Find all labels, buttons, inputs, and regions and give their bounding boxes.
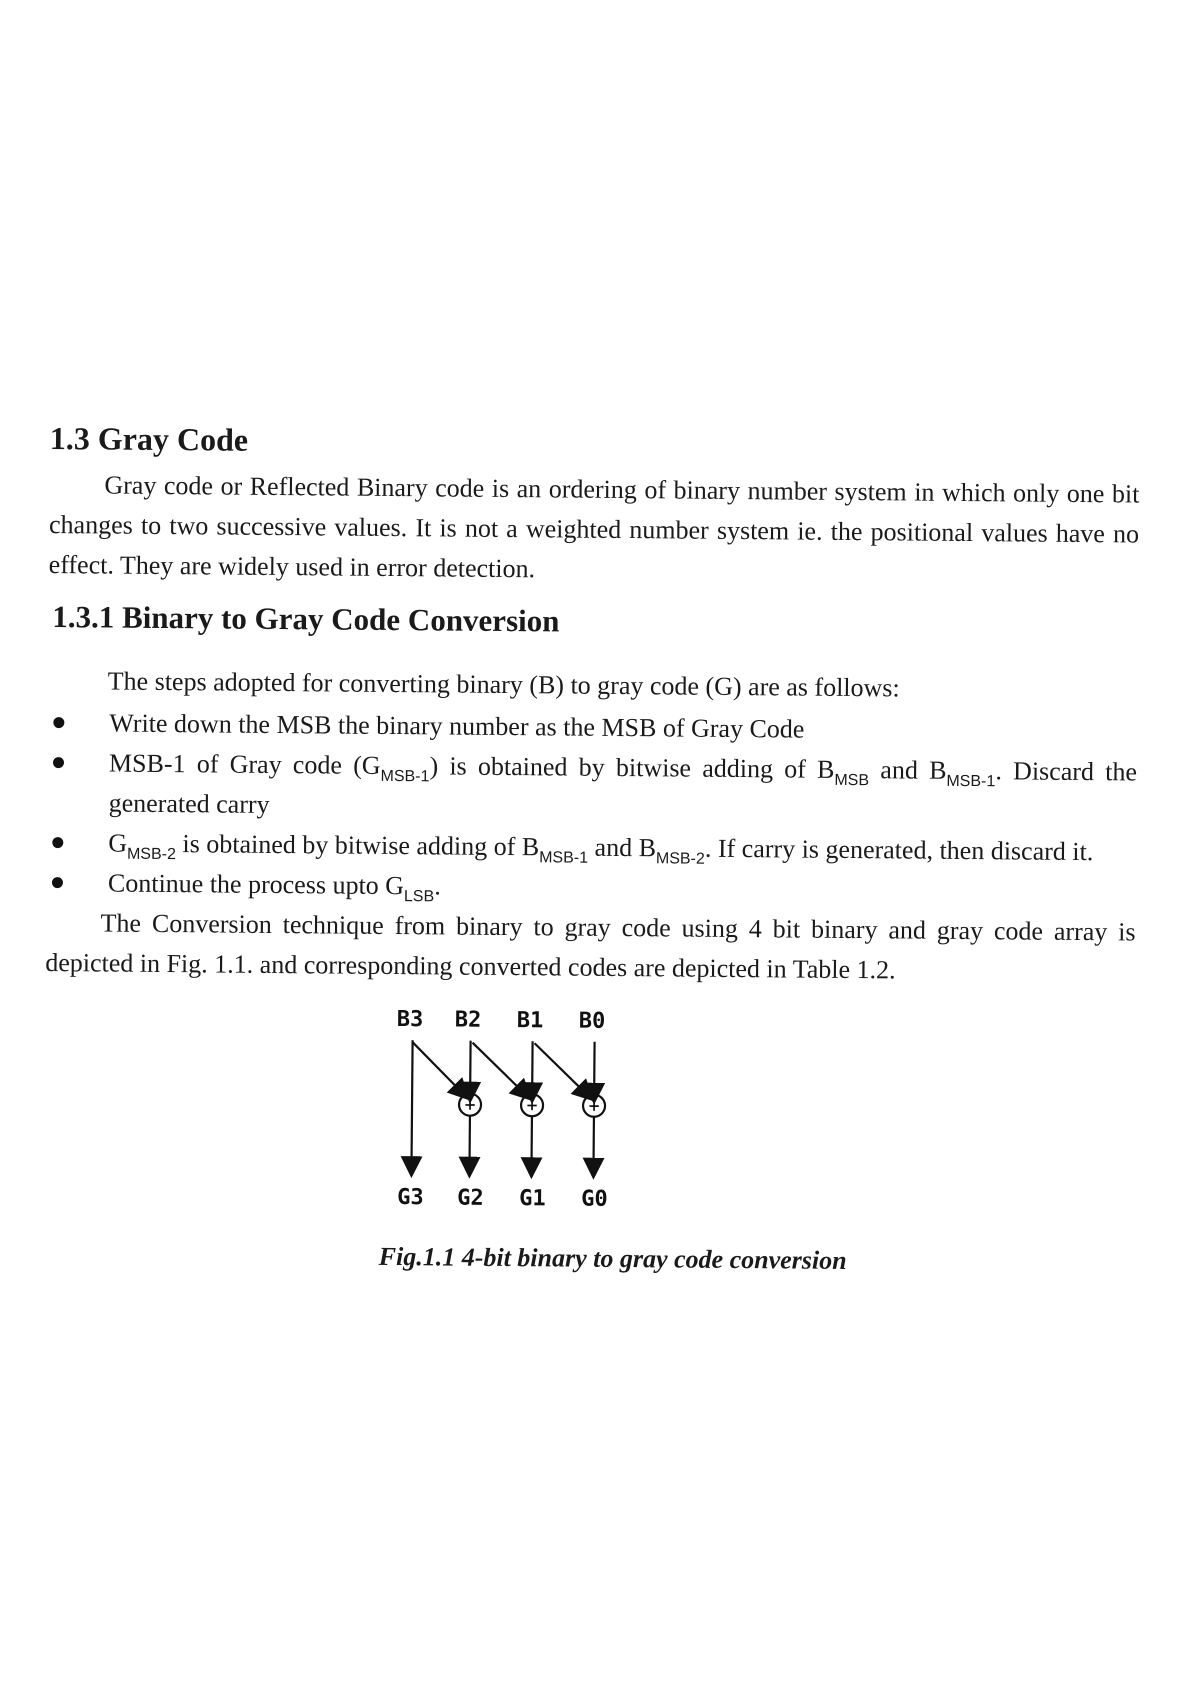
step-text: is obtained by bitwise adding of B (175, 829, 540, 862)
step-item-2 (46, 743, 1137, 833)
input-label-b3: B3 (396, 1007, 424, 1033)
bullet-icon (53, 717, 64, 728)
input-label-b2: B2 (454, 1007, 482, 1033)
bullet-icon (52, 837, 63, 848)
wire-b1-xor3 (534, 1043, 586, 1093)
xor-plus-icon: + (587, 1096, 601, 1115)
step-text-1: Write down the MSB the binary number as the MSB of Gray Code (109, 708, 805, 744)
intro-paragraph: Gray code or Reflected Binary code is an ordering of binary number system in which only one bit changes to two successive values. It is not a weighted number system ie. the positional values have no effect. They are widely used in error detection. (48, 470, 1140, 584)
conversion-diagram (43, 989, 1135, 1249)
subscript: MSB-1 (380, 767, 430, 786)
subscript: MSB (834, 771, 870, 790)
step-text: and B (588, 832, 657, 863)
xor-plus-icon: + (525, 1096, 539, 1115)
page-content (43, 420, 1140, 1278)
step-text: MSB-1 of Gray code (G (108, 748, 381, 780)
subscript: MSB-1 (946, 772, 996, 791)
steps-lead: The steps adopted for converting binary (B) to gray code (G) are as follows: (107, 666, 900, 703)
subscript: MSB-1 (539, 849, 589, 867)
step-text: . Discard the generated carry (108, 756, 1138, 819)
wire-b3-g3 (411, 1040, 412, 1167)
conversion-figure (43, 989, 1135, 1249)
subsection-heading: 1.3.1 Binary to Gray Code Conversion (52, 599, 560, 639)
subscript: MSB-2 (655, 850, 705, 868)
bullet-icon (52, 877, 63, 888)
step-text: and B (869, 755, 947, 785)
step-text: . (434, 871, 441, 901)
step-text: . If carry is generated, then discard it. (704, 833, 1094, 867)
step-text: ) is obtained by bitwise adding of B (429, 751, 835, 784)
wire-b3-xor1 (412, 1042, 462, 1092)
steps-list (46, 703, 1138, 913)
xor-plus-icon: + (463, 1095, 477, 1114)
closing-paragraph: The Conversion technique from binary to gray code using 4 bit binary and gray code array is depicted in Fig. 1.1. and corresponding converted codes are depicted in Table 1.2. (45, 908, 1136, 985)
step-text: G (108, 828, 128, 858)
step-text: Continue the process upto G (107, 868, 405, 901)
output-label-g2: G2 (457, 1185, 484, 1211)
section-heading: 1.3 Gray Code (49, 420, 249, 458)
output-label-g0: G0 (581, 1186, 608, 1212)
subscript: MSB-2 (126, 845, 176, 864)
bullet-icon (53, 757, 64, 768)
input-label-b1: B1 (516, 1008, 544, 1034)
input-label-b0: B0 (578, 1008, 606, 1034)
output-label-g1: G1 (519, 1186, 546, 1212)
subscript: LSB (403, 888, 435, 906)
wire-b2-xor2 (472, 1043, 524, 1093)
output-label-g3: G3 (397, 1185, 424, 1211)
figure-caption: Fig.1.1 4-bit binary to gray code conversion (378, 1241, 847, 1275)
